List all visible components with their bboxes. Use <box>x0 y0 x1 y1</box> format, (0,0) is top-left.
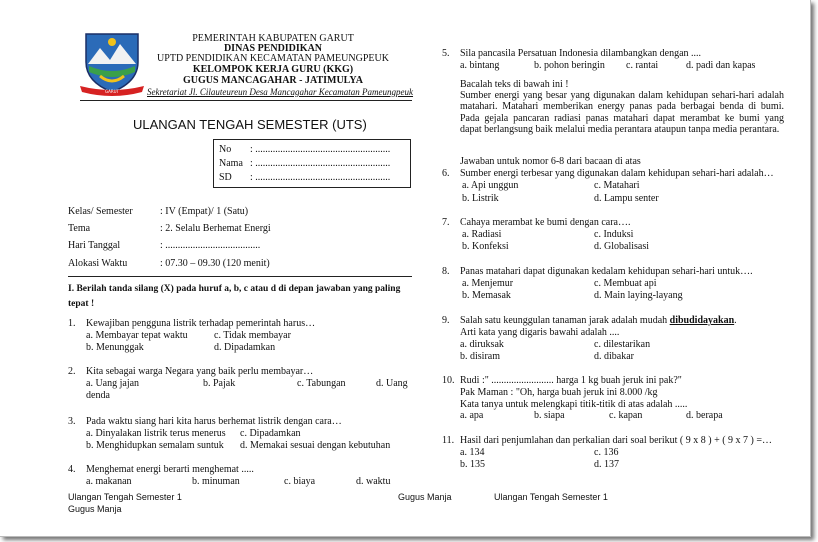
q11-option-c[interactable]: c. 136 <box>594 447 619 458</box>
reading-passage: Sumber energi yang besar yang digunakan dalam kehidupan sehari-hari adalah matahari. Matahari memberikan energy panas pada berbagai benda di bumi. Pada gejala pancaran radiasi panas matahari dapat merambat ke bumi yang dapat berlangsung baik melalui media perantara ataupun tanpa media perantara. <box>460 90 784 135</box>
q11-text: Hasil dari penjumlahan dan perkalian dari soal berikut ( 9 x 8 ) + ( 9 x 7 ) =… <box>460 435 773 446</box>
id-label-sd: SD <box>219 172 232 183</box>
q9-text-before: Salah satu keunggulan tanaman jarak adalah mudah <box>460 315 670 326</box>
q3-text: Pada waktu siang hari kita harus berhemat listrik dengan cara… <box>86 416 342 427</box>
q3-option-c[interactable]: c. Dipadamkan <box>240 428 301 439</box>
q1-option-d[interactable]: d. Dipadamkan <box>214 342 276 353</box>
q10-line-2: Pak Maman : "Oh, harga buah jeruk ini 8.000 /kg <box>460 387 658 398</box>
instruction-line-1: I. Berilah tanda silang (X) pada huruf a, b, c atau d di depan jawaban yang paling <box>68 284 401 294</box>
q9-option-b[interactable]: b. disiram <box>460 351 500 362</box>
q11-number: 11. <box>442 435 455 446</box>
q10-option-b[interactable]: b. siapa <box>534 410 565 421</box>
kop-line-1: PEMERINTAH KABUPATEN GARUT <box>192 33 354 44</box>
svg-text:GARUT: GARUT <box>105 89 119 94</box>
q8-text: Panas matahari dapat digunakan kedalam kehidupan sehari-hari untuk…. <box>460 266 753 277</box>
q6-number: 6. <box>442 168 450 179</box>
exam-title: ULANGAN TENGAH SEMESTER (UTS) <box>133 117 367 132</box>
kop-line-4: KELOMPOK KERJA GURU (KKG) <box>192 64 354 75</box>
q2-option-d-continuation: denda <box>86 390 110 401</box>
reading-note: Jawaban untuk nomor 6-8 dari bacaan di atas <box>460 156 641 167</box>
q4-option-d[interactable]: d. waktu <box>356 476 391 487</box>
q9-text <box>460 315 737 326</box>
q5-option-d[interactable]: d. padi dan kapas <box>686 60 756 71</box>
info-value-alokasi: : 07.30 – 09.30 (120 menit) <box>160 258 270 269</box>
q2-option-a[interactable]: a. Uang jajan <box>86 378 140 389</box>
q6-option-c[interactable]: c. Matahari <box>594 180 640 191</box>
footer-middle: Gugus Manja <box>398 492 452 502</box>
q6-option-a[interactable]: a. Api unggun <box>462 180 519 191</box>
q10-option-c[interactable]: c. kapan <box>609 410 643 421</box>
q5-option-c[interactable]: c. rantai <box>626 60 659 71</box>
q11-option-b[interactable]: b. 135 <box>460 459 485 470</box>
q6-option-b[interactable]: b. Listrik <box>462 193 499 204</box>
q10-line-1: Rudi :" ......................... harga 1 kg buah jeruk ini pak?" <box>460 375 682 386</box>
q7-option-d[interactable]: d. Globalisasi <box>594 241 649 252</box>
info-label-kelas: Kelas/ Semester <box>68 206 133 217</box>
q9-option-a[interactable]: a. diruksak <box>460 339 504 350</box>
q9-text-after: . <box>734 315 737 326</box>
q2-option-c[interactable]: c. Tabungan <box>297 378 346 389</box>
q1-number: 1. <box>68 318 76 329</box>
q11-option-d[interactable]: d. 137 <box>594 459 619 470</box>
q3-option-a[interactable]: a. Dinyalakan listrik terus menerus <box>86 428 226 439</box>
q4-text: Menghemat energi berarti menghemat ..... <box>86 464 254 475</box>
q9-number: 9. <box>442 315 450 326</box>
q9-underlined-word: dibudidayakan <box>669 315 735 326</box>
q8-option-d[interactable]: d. Main laying-layang <box>594 290 683 301</box>
q3-option-b[interactable]: b. Menghidupkan semalam suntuk <box>86 440 224 451</box>
q7-option-c[interactable]: c. Induksi <box>594 229 634 240</box>
q5-option-a[interactable]: a. bintang <box>460 60 500 71</box>
q8-option-a[interactable]: a. Menjemur <box>462 278 514 289</box>
q11-option-a[interactable]: a. 134 <box>460 447 485 458</box>
q1-text: Kewajiban pengguna listrik terhadap pemerintah harus… <box>86 318 316 329</box>
q2-number: 2. <box>68 366 76 377</box>
q9-subquestion: Arti kata yang digaris bawahi adalah .... <box>460 327 620 338</box>
kop-line-2: DINAS PENDIDIKAN <box>223 43 323 54</box>
info-value-kelas: : IV (Empat)/ 1 (Satu) <box>160 206 249 217</box>
instruction-line-2: tepat ! <box>68 299 95 309</box>
id-value-sd[interactable]: : ...................................................... <box>250 172 391 183</box>
info-label-hari: Hari Tanggal <box>68 240 121 251</box>
kop-line-3: UPTD PENDIDIKAN KECAMATAN PAMEUNGPEUK <box>157 53 389 64</box>
kop-line-5: GUGUS MANCAGAHAR - JATIMULYA <box>183 75 363 86</box>
q7-option-b[interactable]: b. Konfeksi <box>462 241 509 252</box>
id-label-nama: Nama <box>219 158 243 169</box>
q6-text: Sumber energi terbesar yang digunakan dalam kehidupan sehari-hari adalah… <box>460 168 774 179</box>
footer-left-line-1: Ulangan Tengah Semester 1 <box>68 492 182 502</box>
q8-option-b[interactable]: b. Memasak <box>462 290 511 301</box>
kop-divider <box>80 100 412 101</box>
q2-option-b[interactable]: b. Pajak <box>203 378 236 389</box>
q5-number: 5. <box>442 48 450 59</box>
footer-left-line-2: Gugus Manja <box>68 504 122 514</box>
info-value-hari[interactable]: : ...................................... <box>160 240 261 251</box>
q1-option-b[interactable]: b. Menunggak <box>86 342 144 353</box>
q6-option-d[interactable]: d. Lampu senter <box>594 193 659 204</box>
q8-option-c[interactable]: c. Membuat api <box>594 278 657 289</box>
q10-option-a[interactable]: a. apa <box>460 410 484 421</box>
q3-option-d[interactable]: d. Memakai sesuai dengan kebutuhan <box>240 440 391 451</box>
info-value-tema: : 2. Selalu Berhemat Energi <box>160 223 271 234</box>
q9-option-c[interactable]: c. dilestarikan <box>594 339 651 350</box>
q3-number: 3. <box>68 416 76 427</box>
q5-text: Sila pancasila Persatuan Indonesia dilambangkan dengan .... <box>460 48 702 59</box>
q4-option-b[interactable]: b. minuman <box>192 476 240 487</box>
id-label-no: No <box>219 144 232 155</box>
footer-right: Ulangan Tengah Semester 1 <box>494 492 608 502</box>
q2-text: Kita sebagai warga Negara yang baik perlu membayar… <box>86 366 314 377</box>
q1-option-c[interactable]: c. Tidak membayar <box>214 330 291 341</box>
q7-number: 7. <box>442 217 450 228</box>
q2-option-d[interactable]: d. Uang <box>376 378 408 389</box>
q10-line-3: Kata tanya untuk melengkapi titik-titik di atas adalah ..... <box>460 399 688 410</box>
id-value-nama[interactable]: : ...................................................... <box>250 158 391 169</box>
info-label-alokasi: Alokasi Waktu <box>68 258 128 269</box>
q9-option-d[interactable]: d. dibakar <box>594 351 634 362</box>
garut-regency-emblem <box>80 32 144 98</box>
q10-option-d[interactable]: d. berapa <box>686 410 723 421</box>
q4-option-a[interactable]: a. makanan <box>86 476 132 487</box>
q10-number: 10. <box>442 375 455 386</box>
info-divider <box>68 276 412 277</box>
q7-text: Cahaya merambat ke bumi dengan cara…. <box>460 217 631 228</box>
kop-address: Sekretariat Jl. Cilauteureun Desa Mancagahar Kecamatan Pameungpeuk <box>147 87 414 97</box>
q4-option-c[interactable]: c. biaya <box>284 476 316 487</box>
q1-option-a[interactable]: a. Membayar tepat waktu <box>86 330 188 341</box>
q4-number: 4. <box>68 464 76 475</box>
reading-intro: Bacalah teks di bawah ini ! <box>460 79 569 90</box>
id-value-no[interactable]: : ...................................................... <box>250 144 391 155</box>
q7-option-a[interactable]: a. Radiasi <box>462 229 502 240</box>
q5-option-b[interactable]: b. pohon beringin <box>534 60 605 71</box>
q8-number: 8. <box>442 266 450 277</box>
info-label-tema: Tema <box>68 223 91 234</box>
